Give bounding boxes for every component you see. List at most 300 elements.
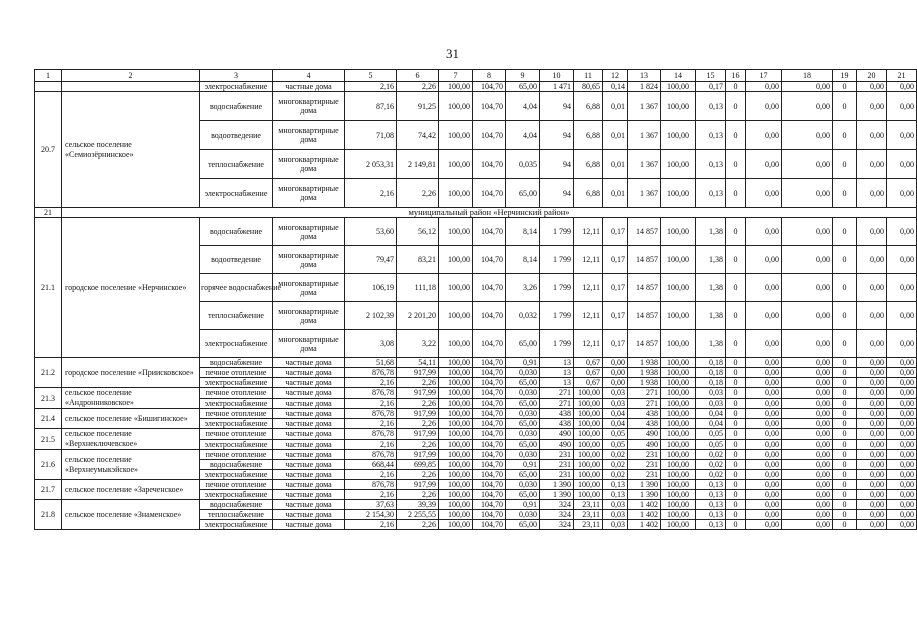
value-cell: 0 — [833, 409, 857, 419]
value-cell: 100,00 — [661, 460, 696, 470]
value-cell: 0,13 — [696, 121, 726, 150]
value-cell: 14 857 — [628, 274, 661, 302]
value-cell: 0,00 — [857, 419, 887, 429]
value-cell: 0,00 — [857, 439, 887, 450]
value-cell: 83,21 — [397, 246, 439, 274]
column-number-cell: 10 — [540, 70, 574, 82]
utility-cell: электроснабжение — [200, 179, 273, 208]
value-cell: 100,00 — [574, 419, 603, 429]
value-cell: 0,00 — [887, 150, 917, 179]
value-cell: 0,00 — [857, 378, 887, 388]
value-cell: 2,16 — [345, 490, 397, 500]
value-cell: 0,00 — [887, 378, 917, 388]
value-cell: 0,00 — [857, 480, 887, 490]
value-cell: 0,91 — [506, 500, 540, 510]
value-cell: 0,00 — [857, 330, 887, 358]
value-cell: 0,00 — [782, 398, 833, 409]
value-cell: 104,70 — [473, 274, 506, 302]
value-cell: 100,00 — [661, 121, 696, 150]
value-cell: 104,70 — [473, 388, 506, 399]
value-cell: 1 367 — [628, 150, 661, 179]
value-cell: 2 255,55 — [397, 510, 439, 520]
code-cell: 21.7 — [35, 480, 62, 500]
value-cell: 80,65 — [574, 82, 603, 92]
value-cell: 2 154,30 — [345, 510, 397, 520]
table-row — [35, 480, 917, 490]
value-cell: 2,26 — [397, 490, 439, 500]
table-row — [35, 82, 917, 92]
value-cell: 271 — [628, 388, 661, 399]
value-cell: 100,00 — [661, 330, 696, 358]
value-cell: 0 — [833, 378, 857, 388]
value-cell: 490 — [540, 439, 574, 450]
value-cell: 0,00 — [782, 450, 833, 460]
code-cell: 21.5 — [35, 429, 62, 450]
value-cell: 104,70 — [473, 246, 506, 274]
value-cell: 100,00 — [574, 460, 603, 470]
value-cell: 23,11 — [574, 500, 603, 510]
value-cell: 53,60 — [345, 218, 397, 246]
value-cell: 876,78 — [345, 480, 397, 490]
value-cell: 0,00 — [782, 246, 833, 274]
value-cell: 876,78 — [345, 429, 397, 440]
value-cell: 1 938 — [628, 368, 661, 378]
value-cell: 0,030 — [506, 429, 540, 440]
value-cell: 100,00 — [574, 480, 603, 490]
housing-cell: частные дома — [273, 419, 345, 429]
code-cell: 21.4 — [35, 409, 62, 429]
value-cell: 12,11 — [574, 330, 603, 358]
value-cell: 104,70 — [473, 368, 506, 378]
value-cell: 0 — [726, 121, 746, 150]
value-cell: 104,70 — [473, 500, 506, 510]
value-cell: 0,17 — [603, 274, 628, 302]
value-cell: 94 — [540, 179, 574, 208]
value-cell: 100,00 — [661, 480, 696, 490]
value-cell: 0,00 — [746, 490, 782, 500]
value-cell: 0,00 — [887, 274, 917, 302]
value-cell: 65,00 — [506, 82, 540, 92]
value-cell: 1 824 — [628, 82, 661, 92]
value-cell: 104,70 — [473, 490, 506, 500]
value-cell: 104,70 — [473, 429, 506, 440]
value-cell: 699,85 — [397, 460, 439, 470]
value-cell: 0,01 — [603, 150, 628, 179]
value-cell: 0,00 — [782, 480, 833, 490]
value-cell: 0,17 — [603, 302, 628, 330]
housing-cell: частные дома — [273, 82, 345, 92]
value-cell: 100,00 — [439, 398, 473, 409]
value-cell: 12,11 — [574, 246, 603, 274]
value-cell: 0,030 — [506, 368, 540, 378]
value-cell: 104,70 — [473, 302, 506, 330]
value-cell: 0 — [726, 378, 746, 388]
value-cell: 0,17 — [603, 246, 628, 274]
value-cell: 94 — [540, 121, 574, 150]
value-cell: 0 — [726, 218, 746, 246]
value-cell: 0,00 — [746, 450, 782, 460]
table-row — [35, 409, 917, 419]
value-cell: 0 — [833, 121, 857, 150]
value-cell: 1 799 — [540, 246, 574, 274]
value-cell: 0 — [726, 450, 746, 460]
utility-cell: печное отопление — [200, 388, 273, 399]
value-cell: 0,00 — [887, 179, 917, 208]
value-cell: 0,00 — [782, 460, 833, 470]
value-cell: 1 799 — [540, 302, 574, 330]
value-cell: 0,01 — [603, 179, 628, 208]
value-cell: 100,00 — [661, 150, 696, 179]
value-cell: 104,70 — [473, 358, 506, 368]
column-number-cell: 19 — [833, 70, 857, 82]
value-cell: 2 201,20 — [397, 302, 439, 330]
column-number-cell: 15 — [696, 70, 726, 82]
value-cell: 0 — [726, 470, 746, 480]
value-cell: 668,44 — [345, 460, 397, 470]
value-cell: 56,12 — [397, 218, 439, 246]
value-cell: 0,00 — [857, 368, 887, 378]
value-cell: 100,00 — [661, 439, 696, 450]
value-cell: 0,00 — [857, 302, 887, 330]
value-cell: 438 — [628, 409, 661, 419]
value-cell: 0,05 — [603, 439, 628, 450]
value-cell: 100,00 — [439, 429, 473, 440]
value-cell: 100,00 — [439, 274, 473, 302]
value-cell: 0 — [726, 150, 746, 179]
column-number-cell: 11 — [574, 70, 603, 82]
value-cell: 0,00 — [782, 330, 833, 358]
value-cell: 4,04 — [506, 121, 540, 150]
value-cell: 0,00 — [746, 409, 782, 419]
utility-cell: электроснабжение — [200, 419, 273, 429]
value-cell: 100,00 — [661, 92, 696, 121]
value-cell: 0 — [726, 274, 746, 302]
value-cell: 79,47 — [345, 246, 397, 274]
value-cell: 51,68 — [345, 358, 397, 368]
settlement-cell: сельское поселение «Зареченское» — [62, 480, 200, 500]
code-cell: 20.7 — [35, 92, 62, 208]
value-cell: 0,00 — [746, 520, 782, 530]
housing-cell: частные дома — [273, 520, 345, 530]
value-cell: 104,70 — [473, 419, 506, 429]
utility-cell: печное отопление — [200, 429, 273, 440]
value-cell: 3,22 — [397, 330, 439, 358]
value-cell: 100,00 — [439, 358, 473, 368]
value-cell: 100,00 — [439, 409, 473, 419]
value-cell: 2,26 — [397, 398, 439, 409]
value-cell: 104,70 — [473, 450, 506, 460]
value-cell: 0 — [833, 246, 857, 274]
utility-cell: печное отопление — [200, 450, 273, 460]
utility-cell: водоотведение — [200, 246, 273, 274]
value-cell: 1,38 — [696, 302, 726, 330]
code-cell: 21 — [35, 208, 62, 218]
value-cell: 0,00 — [857, 429, 887, 440]
value-cell: 2,16 — [345, 378, 397, 388]
value-cell: 0,00 — [857, 92, 887, 121]
value-cell: 490 — [540, 429, 574, 440]
value-cell: 1 799 — [540, 274, 574, 302]
value-cell: 100,00 — [661, 500, 696, 510]
value-cell: 0,00 — [746, 121, 782, 150]
value-cell: 0,02 — [603, 470, 628, 480]
value-cell: 74,42 — [397, 121, 439, 150]
value-cell: 0,00 — [857, 388, 887, 399]
value-cell: 0,00 — [857, 409, 887, 419]
housing-cell: многоквартирные дома — [273, 274, 345, 302]
housing-cell: многоквартирные дома — [273, 218, 345, 246]
column-number-cell: 16 — [726, 70, 746, 82]
value-cell: 37,63 — [345, 500, 397, 510]
value-cell: 0,00 — [887, 218, 917, 246]
value-cell: 100,00 — [574, 409, 603, 419]
utility-cell: печное отопление — [200, 480, 273, 490]
value-cell: 65,00 — [506, 490, 540, 500]
value-cell: 324 — [540, 520, 574, 530]
value-cell: 0 — [726, 368, 746, 378]
value-cell: 100,00 — [661, 409, 696, 419]
value-cell: 104,70 — [473, 82, 506, 92]
value-cell: 100,00 — [574, 470, 603, 480]
value-cell: 0 — [833, 490, 857, 500]
value-cell: 0 — [833, 460, 857, 470]
value-cell: 65,00 — [506, 520, 540, 530]
value-cell: 0 — [833, 218, 857, 246]
value-cell: 104,70 — [473, 218, 506, 246]
value-cell: 1 402 — [628, 500, 661, 510]
value-cell: 0,00 — [887, 470, 917, 480]
value-cell: 0,00 — [887, 500, 917, 510]
column-number-cell: 14 — [661, 70, 696, 82]
housing-cell: частные дома — [273, 409, 345, 419]
value-cell: 23,11 — [574, 510, 603, 520]
code-cell: 21.6 — [35, 450, 62, 480]
value-cell: 271 — [628, 398, 661, 409]
housing-cell: частные дома — [273, 460, 345, 470]
value-cell: 0,13 — [696, 510, 726, 520]
value-cell: 100,00 — [439, 450, 473, 460]
housing-cell: многоквартирные дома — [273, 302, 345, 330]
value-cell: 100,00 — [439, 510, 473, 520]
value-cell: 1 390 — [628, 490, 661, 500]
settlement-cell: сельское поселение «Знаменское» — [62, 500, 200, 530]
settlement-cell: городское поселение «Нерчинское» — [62, 218, 200, 358]
value-cell: 438 — [628, 419, 661, 429]
value-cell: 0 — [726, 439, 746, 450]
value-cell: 2,16 — [345, 419, 397, 429]
value-cell: 0 — [726, 429, 746, 440]
housing-cell: многоквартирные дома — [273, 330, 345, 358]
value-cell: 0,00 — [782, 490, 833, 500]
value-cell: 0 — [726, 330, 746, 358]
value-cell: 490 — [628, 429, 661, 440]
value-cell: 100,00 — [574, 398, 603, 409]
value-cell: 100,00 — [661, 490, 696, 500]
housing-cell: многоквартирные дома — [273, 150, 345, 179]
value-cell: 100,00 — [574, 439, 603, 450]
value-cell: 104,70 — [473, 179, 506, 208]
value-cell: 0,00 — [782, 510, 833, 520]
value-cell: 100,00 — [661, 470, 696, 480]
value-cell: 2,26 — [397, 419, 439, 429]
value-cell: 0 — [833, 429, 857, 440]
utility-cell: водоснабжение — [200, 358, 273, 368]
value-cell: 0,00 — [857, 510, 887, 520]
housing-cell: многоквартирные дома — [273, 121, 345, 150]
value-cell: 0,05 — [696, 439, 726, 450]
value-cell: 0,00 — [887, 398, 917, 409]
value-cell: 1 367 — [628, 92, 661, 121]
value-cell: 0 — [726, 82, 746, 92]
value-cell: 0,00 — [887, 121, 917, 150]
value-cell: 94 — [540, 92, 574, 121]
value-cell: 104,70 — [473, 378, 506, 388]
value-cell: 100,00 — [439, 82, 473, 92]
value-cell: 104,70 — [473, 121, 506, 150]
housing-cell: частные дома — [273, 388, 345, 399]
utility-cell: электроснабжение — [200, 330, 273, 358]
utility-cell: горячее водоснабжение — [200, 274, 273, 302]
value-cell: 13 — [540, 368, 574, 378]
value-cell: 0,00 — [782, 302, 833, 330]
value-cell: 0,00 — [746, 368, 782, 378]
value-cell: 0,00 — [857, 500, 887, 510]
housing-cell: частные дома — [273, 450, 345, 460]
value-cell: 0,01 — [603, 121, 628, 150]
value-cell: 104,70 — [473, 520, 506, 530]
value-cell: 104,70 — [473, 150, 506, 179]
value-cell: 13 — [540, 358, 574, 368]
value-cell: 100,00 — [439, 218, 473, 246]
utility-cell: электроснабжение — [200, 490, 273, 500]
value-cell: 100,00 — [439, 520, 473, 530]
value-cell: 0 — [726, 179, 746, 208]
housing-cell: частные дома — [273, 490, 345, 500]
value-cell: 0,00 — [857, 121, 887, 150]
value-cell: 0,02 — [603, 460, 628, 470]
value-cell: 0,00 — [887, 419, 917, 429]
value-cell: 0 — [833, 500, 857, 510]
value-cell: 876,78 — [345, 450, 397, 460]
value-cell: 0,00 — [782, 419, 833, 429]
value-cell: 100,00 — [439, 470, 473, 480]
value-cell: 0,035 — [506, 150, 540, 179]
value-cell: 65,00 — [506, 419, 540, 429]
housing-cell: частные дома — [273, 398, 345, 409]
value-cell: 0,00 — [746, 92, 782, 121]
column-number-cell: 5 — [345, 70, 397, 82]
value-cell: 0,00 — [746, 470, 782, 480]
value-cell: 0 — [833, 302, 857, 330]
value-cell: 0,00 — [782, 218, 833, 246]
value-cell: 1 367 — [628, 179, 661, 208]
value-cell: 917,99 — [397, 450, 439, 460]
value-cell: 0,00 — [887, 388, 917, 399]
value-cell: 0 — [833, 179, 857, 208]
value-cell: 2,26 — [397, 470, 439, 480]
value-cell: 100,00 — [439, 179, 473, 208]
value-cell: 0,00 — [782, 409, 833, 419]
value-cell: 0,00 — [782, 92, 833, 121]
settlement-cell: сельское поселение «Андронниковское» — [62, 388, 200, 409]
value-cell: 65,00 — [506, 439, 540, 450]
value-cell: 1,38 — [696, 218, 726, 246]
value-cell: 0,00 — [746, 274, 782, 302]
settlement-cell — [62, 82, 200, 92]
value-cell: 0,00 — [857, 520, 887, 530]
value-cell: 100,00 — [661, 450, 696, 460]
value-cell: 0,01 — [603, 92, 628, 121]
value-cell: 2 102,39 — [345, 302, 397, 330]
value-cell: 0,00 — [603, 368, 628, 378]
value-cell: 2,26 — [397, 439, 439, 450]
value-cell: 0 — [833, 358, 857, 368]
value-cell: 100,00 — [661, 398, 696, 409]
value-cell: 104,70 — [473, 460, 506, 470]
value-cell: 0,00 — [887, 450, 917, 460]
value-cell: 104,70 — [473, 398, 506, 409]
value-cell: 23,11 — [574, 520, 603, 530]
value-cell: 100,00 — [661, 358, 696, 368]
value-cell: 4,04 — [506, 92, 540, 121]
value-cell: 0,17 — [696, 82, 726, 92]
value-cell: 0,13 — [696, 480, 726, 490]
value-cell: 1 402 — [628, 520, 661, 530]
value-cell: 65,00 — [506, 378, 540, 388]
value-cell: 876,78 — [345, 409, 397, 419]
table-row — [35, 429, 917, 440]
column-number-cell: 6 — [397, 70, 439, 82]
value-cell: 0,67 — [574, 358, 603, 368]
value-cell: 0,00 — [857, 398, 887, 409]
value-cell: 0 — [833, 480, 857, 490]
value-cell: 13 — [540, 378, 574, 388]
value-cell: 100,00 — [439, 330, 473, 358]
column-number-cell: 7 — [439, 70, 473, 82]
value-cell: 0 — [833, 150, 857, 179]
utility-cell: водоснабжение — [200, 92, 273, 121]
tariff-table — [34, 69, 917, 530]
value-cell: 2 053,31 — [345, 150, 397, 179]
value-cell: 1,38 — [696, 330, 726, 358]
value-cell: 100,00 — [661, 510, 696, 520]
value-cell: 0,00 — [746, 419, 782, 429]
value-cell: 324 — [540, 510, 574, 520]
value-cell: 0,00 — [746, 82, 782, 92]
value-cell: 100,00 — [439, 246, 473, 274]
value-cell: 1 390 — [628, 480, 661, 490]
value-cell: 1 938 — [628, 378, 661, 388]
value-cell: 0 — [833, 92, 857, 121]
utility-cell: электроснабжение — [200, 439, 273, 450]
value-cell: 2,16 — [345, 439, 397, 450]
value-cell: 1 390 — [540, 490, 574, 500]
value-cell: 0,00 — [887, 429, 917, 440]
value-cell: 100,00 — [661, 218, 696, 246]
value-cell: 0,00 — [887, 460, 917, 470]
value-cell: 0 — [726, 358, 746, 368]
value-cell: 438 — [540, 409, 574, 419]
value-cell: 0 — [726, 500, 746, 510]
housing-cell: частные дома — [273, 470, 345, 480]
value-cell: 0,03 — [603, 520, 628, 530]
value-cell: 100,00 — [439, 419, 473, 429]
value-cell: 0,00 — [782, 179, 833, 208]
value-cell: 0,00 — [746, 480, 782, 490]
value-cell: 100,00 — [661, 520, 696, 530]
value-cell: 0,00 — [746, 429, 782, 440]
value-cell: 0,030 — [506, 450, 540, 460]
